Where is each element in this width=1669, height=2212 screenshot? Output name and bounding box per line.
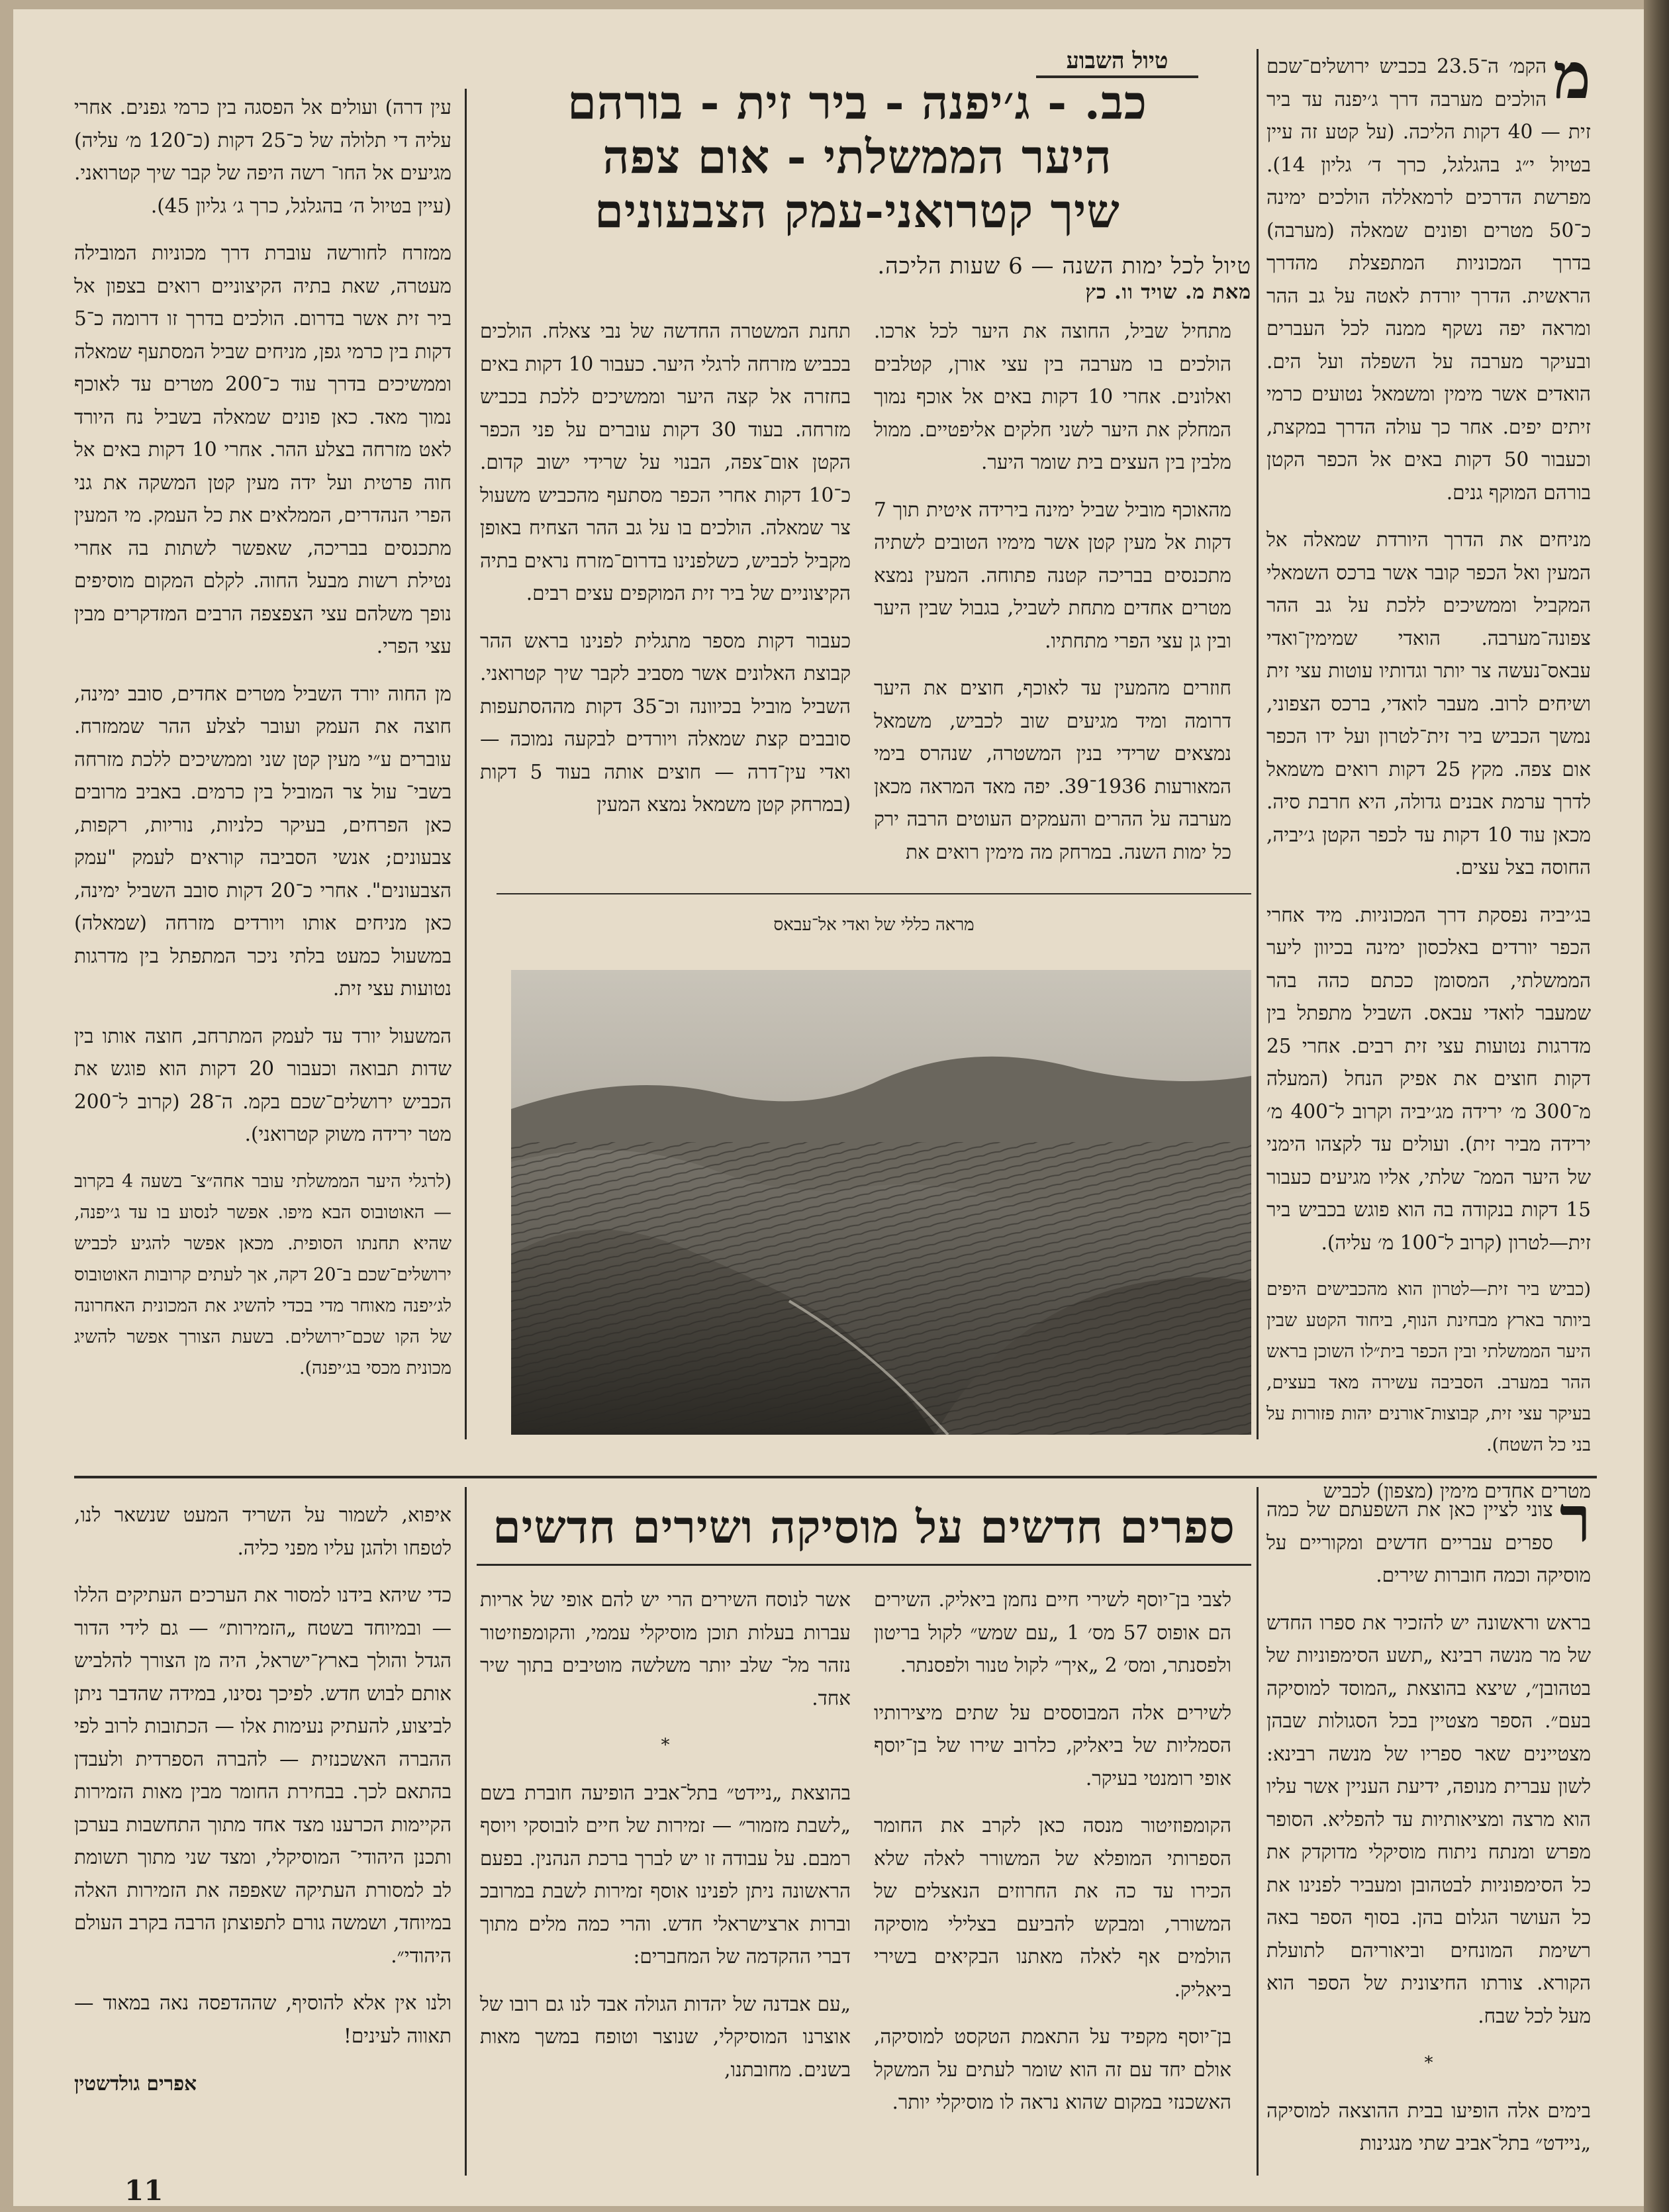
drop-cap: ר [1559,1482,1591,1557]
article-headline-line-3: שיך קטרואני-עמק הצבעונים [595,183,1120,238]
article1-note: (כביש ביר זית—לטרון הוא מהכבישים היפים ביותר בארץ מבחינת הנוף, ביחוד הקטע שבין היער הממשלתי ובין הכפר בית״לו השוכן בראש ההר במערב. הסביבה עשירה מאד בעצים, בעיקר עצי זית, קבוצות־אורנים יהות פזורות על בני כל השטח). [1266,1279,1591,1455]
article2-headline: ספרים חדשים על מוסיקה ושירים חדשים [477,1491,1251,1566]
article-subtitle: טיול לכל ימות השנה — 6 שעות הליכה. [877,253,1251,279]
article1-column-2: מתחיל שביל, החוצה את היער לכל ארכו. הולכים בו מערבה בין עצי אורן, קטלבים ואלונים. אחרי 10 דקות באים אל אוכף נמוך המחלק את היער לשני חלקים אליפטיים. ממול מלבין בין העצים בית שומר היער. מהאוכף מוביל שביל ימינה בירידה איטית תוך 7 דקות אל מעין קטן אשר מימיו הטובים לשתיה מתכנסים בבריכה קטנה פתוחה. המעין נמצא מטרים אחדים מתחת לשביל, בגבול שבין היער ובין גן עצי הפרי מתחתיו. חוזרים מהמעין עד לאוכף, חוצים את היער דרומה ומיד מגיעים שוב לכביש, משמאל נמצאים שרידי בנין המשטרה, שנהרס בימי המאורעות 1936־39. יפה מאד המראה מכאן מערבה על ההרים והעמקים העוטים הרבה ירק כל ימות השנה. במרחק מה מימין רואים את [874,320,1232,863]
article2-column-2: לצבי בן־יוסף לשירי חיים נחמן ביאליק. השירים הם אופוס 57 מס׳ 1 „עם שמש״ לקול בריטון ולפסנתר, ומס׳ 2 „איך״ לקול טנור ולפסנתר. לשירים אלה המבוססים על שתים מיצירותיו הסמליות של ביאליק, כלרוב שירו של בן־יוסף אופי רומנטי בעיקר. הקומפוזיטור מנסה כאן לקרב את החומר הספרותי המופלא של המשורר לאלה שלא הכירו עד כה את החרוזים הנאצלים של המשורר, ומבקש להביעם בצלילי מוסיקה הולמים אף לאלה מאתנו הבקיאים בשירי ביאליק. בן־יוסף מקפיד על התאמת הטקסט למוסיקה, אולם יחד עם זה הוא שומר לעתים על המשקל האשכנזי במקום שהוא נראה לו מוסיקלי יותר. [874,1588,1231,2113]
article2-column-1: ר צוני לציין כאן את השפעתם של כמה ספרים עבריים חדשים ומקוריים על מוסיקה וכמה חוברות שירים. בראש וראשונה יש להזכיר את ספרו החדש של מר מנשה רבינא „תשע הסימפוניות של בטהובן״, שיצא בהוצאת „המוסד למוסיקה בעם״. הספר מצטיין בכל הסגולות שבהן מצטיינים שאר ספריו של מנשה רבינא: לשון עברית מנופה, ידיעת העניין אשר עליו הוא מרצה ומציאותיות עד להפליא. הסופר מפרש ומנתח ניתוח מוסיקלי מדוקדק את כל הסימפוניות לבטהובן ומעביר לפנינו את כל העושר הגלום בהן. בסוף הספר באה רשימת המונחים וביאוריהם לתועלת הקורא. צורתו החיצונית של הספר הוא מעל לכל שבח. * בימים אלה הופיעו בבית ההוצאה למוסיקה „ניידט״ בתל־אביב שתי מנגינות [1266,1482,1591,2154]
article1-column-3: תחנת המשטרה החדשה של נבי צאלח. הולכים בכביש מזרחה לרגלי היער. כעבור 10 דקות באים בחזרה אל קצה היער וממשיכים ללכת בכביש מזרחה. בעוד 30 דקות עוברים על פני הכפר הקטן אום־צפה, הבנוי על שרידי ישוב קדום. כ־10 דקות אחרי הכפר מסתעף מהכביש משעול צר שמאלה. הולכים בו על גב ההר הצחיח באופן מקביל לכביש, כשלפנינו בדרום־מזרח נראים בתיה הקיצוניים של ביר זית המוקפים עצים רבים. כעבור דקות מספר מתגלית לפנינו בראש ההר קבוצת האלונים אשר מסביב לקבר שיך קטרואני. השביל מוביל בכיוונה וכ־35 דקות מההסתעפות סובבים קצת שמאלה ויורדים לבקעה נמוכה — ואדי עין־דרה — חוצים אותה בעוד 5 דקות (במרחק קטן משמאל נמצא המעין [480,320,851,816]
article-headline-line-2: היער הממשלתי - אום צפה [602,129,1112,184]
column-rule [465,1487,467,2176]
column-rule [1257,49,1259,1439]
author-signature: אפרים גולדשטין [74,2072,197,2095]
separator-star: * [1424,2053,1433,2073]
photo-caption: מראה כללי של ואדי אל־עבאס [773,915,975,935]
column-rule [465,89,467,1439]
column-rule [1257,1487,1259,2176]
newspaper-page [13,9,1645,2206]
landscape-photo [511,970,1251,1435]
article2-column-4: איפוא, לשמור על השריד המעט שנשאר לנו, לטפחו ולהגן עליו מפני כליה. כדי שיהא בידנו למסור את הערכים העתיקים הללו — ובמיוחד בשטח „הזמירות״ — גם לידי הדור הגדל והולך בארץ־ישראל, היה מן הצורך להלביש אותם לבוש חדש. לפיכך נסינו, במידה שהדבר ניתן לביצוע, להעתיק נעימות אלו — הכתובות לרוב לפי ההברה האשכנזית — להברה הספרדית ולעבדן בהתאם לכך. בבחירת החומר מבין מאות הזמירות הקיימות הכרענו מצד אחד מתוך התחשבות בערכן ותכנן היהודי־ המוסיקלי, ומצד שני מתוך תשומת לב למסורת העתיקה שאפפה את הזמירות האלה במיוחד, ושמשה גורם לתפוצתן הרבה בקרב העולם היהודי״. ולנו אין אלא להוסיף, שההדפסה נאה במאוד — תאווה לעינים! אפרים גולדשטין [74,1499,452,2100]
bus-note: (לרגלי היער הממשלתי עובר אחה״צ־ בשעה 4 בקרוב — האוטובוס הבא מיפו. אפשר לנסוע בו עד ג׳יפנה, שהיא תחנתו הסופית. מכאן אפשר להגיע לכביש ירושלים־שכם ב־20 דקה, אך לעתים קרובות האוטובוס לג׳יפנה מאוחר מדי בכדי להשיג את המכונית האחרונה של הקו שכם־ירושלים. בשעת הצורך אפשר להשיג מכונית מכסי בג׳יפנה). [74,1171,452,1378]
article-byline: מאת מ. שויד וו. כץ [1085,281,1251,304]
drop-cap: מ [1553,38,1591,113]
article2-column-3: אשר לנוסח השירים הרי יש להם אופי של אריות עברות בעלות תוכן מוסיקלי עממי, והקומפוזיטור נזהר מל־ שלב יותר משלשה מוטיבים בתוך שיר אחד. * בהוצאת „ניידט״ בתל־אביב הופיעה חוברת בשם „לשבת מזמור״ — זמירות של חיים לובוסקי ויוסף רמבם. על עבודה זו יש לברך ברכת הנהנין. בפעם הראשונה ניתן לפנינו אוסף זמירות לשבת במרובכ וברות ארצישראלי חדש. והרי כמה מלים מתוך דברי ההקדמה של המחברים: „עם אבדנה של יהדות הגולה אבד לנו גם רובו של אוצרנו המוסיקלי, שנוצר וטופח במשך מאות בשנים. מחובתנו, [480,1588,851,2081]
article1-column-4: עין דרה) ועולים אל הפסגה בין כרמי גפנים. אחרי עליה די תלולה של כ־25 דקות (כ־120 מ׳ עליה) מגיעים אל החו־ רשה היפה של קבר שיך קטרואני. (עיין בטיול ה׳ בהגלגל, כרך ג׳ גליון 45). ממזרח לחורשה עוברת דרך מכוניות המובילה מעטרה, שאת בתיה הקיצוניים רואים בצפון אל ביר זית אשר בדרום. הולכים בדרך זו דרומה כ־5 דקות בין כרמי גפן, מניחים שביל המסתעף שמאלה וממשיכים בדרך עוד כ־200 מטרים עד לאוכף נמוך מאד. כאן פונים שמאלה בשביל נח היורד לאט מזרחה בצלע ההר. אחרי 10 דקות באים אל חוה פרטית ועל ידה מעין קטן המשקה את גני הפרי הנהדרים, הממלאים את כל העמק. מי המעין מתכנסים בבריכה, שאפשר לשתות בה אחרי נטילת רשות מבעל החוה. לקלם המקום מוסיפים נופך משלהם עצי הצפצפה הרבים המזדקרים מבין עצי הפרי. מן החוה יורד השביל מטרים אחדים, סובב ימינה, חוצה את העמק ועובר לצלע ההר שממזרח. עוברים ע״י מעין קטן שני וממשיכים ללכת מזרחה בשבי־ עול צר המוביל בין כרמים. באביב מרובים כאן הפרחים, בעיקר כלניות, נוריות, רקפות, צבעונים; אנשי הסביבה קוראים לעמק "עמק הצבעונים". אחרי כ־20 דקות סובב השביל ימינה, כאן מניחים אותו ויורדים מזרחה (שמאלה) במשעול כמעט בלתי ניכר המתפתל בין מדרגות נטועות עצי זית. המשעול יורד עד לעמק המתרחב, חוצה אותו בין שדות תבואה וכעבור 20 דקות הוא פוגש את הכביש ירושלים־שכם בקמ. ה־28 (קרוב ל־200 מטר ירידה משוק קטרואני). (לרגלי היער הממשלתי עובר אחה״צ־ בשעה 4 בקרוב — האוטובוס הבא מיפו. אפשר לנסוע בו עד ג׳יפנה, שהיא תחנתו הסופית. מכאן אפשר להגיע לכביש ירושלים־שכם ב־20 דקה, אך לעתים קרובות האוטובוס לג׳יפנה מאוחר מדי בכדי להשיג את המכונית האחרונה של הקו שכם־ירושלים. בשעת הצורך אפשר להשיג מכונית מכסי בג׳יפנה). [74,91,452,1384]
section-separator [74,1476,1597,1478]
page-number: 11 [124,2174,164,2207]
article1-column-1: מ הקמ׳ ה־23.5 בכביש ירושלים־שכם הולכים מערבה דרך ג׳יפנה עד ביר זית — 40 דקות הליכה. (על קטע זה עיין בטיול י״ג בהגלגל, כרך ד׳ גליון 14). מפרשת הדרכים לרמאללה הולכים ימינה כ־50 מטרים ופונים שמאלה (מערבה) בדרך המכוניות המתפצלת מהדרך הראשית. הדרך יורדת לאטה על גב ההר ומראה יפה נשקף ממנה לכל העברים ובעיקר מערבה על השפלה ועל הים. הואדים אשר מימין ומשמאל נטועים כרמי זיתים יפים. אחר כך עולה הדרך במקצת, וכעבור 50 דקות באים אל הכפר הקטן בורהם המוקף גנים. מניחים את הדרך היורדת שמאלה אל המעין ואל הכפר קובר אשר ברכס השמאלי המקביל וממשיכים ללכת על גב ההר צפונה־מערבה. הואדי שמימין־ואדי עבאס־נעשה צר יותר וגדותיו עוטות עצי זית ושיחים לרוב. מעבר לואדי, ברכס הצפוני, נמשך הכביש ביר זית־לטרון ועל ידו הכפר אום צפה. מקץ 25 דקות רואים משמאל לדרך ערמת אבנים גדולה, היא חרבת סיה. מכאן עוד 10 דקות עד לכפר הקטן ג׳יביה, החוסה בצל עצים. בג׳יביה נפסקת דרך המכוניות. מיד אחרי הכפר יורדים באלכסון ימינה בכיוון ליער הממשלתי, המסומן ככתם כהה בהר שמעבר לואדי עבאס. השביל מתפתל בין מדרגות נטועות עצי זית רבים. אחרי 25 דקות חוצים את אפיק הנחל (המעלה מ־300 מ׳ ירידה מג׳יביה וקרוב ל־400 מ׳ ירידה מביר זית). ועולים עד לקצהו הימני של היער הממ־ שלתי, אליו מגיעים כעבור 15 דקות בנקודה בה הוא פוגש בכביש ביר זית—לטרון (קרוב ל־100 מ׳ עליה). (כביש ביר זית—לטרון הוא מהכבישים היפים ביותר בארץ מבחינת הנוף, ביחוד הקטע שבין היער הממשלתי ובין הכפר בית״לו השוכן בראש ההר במערב. הסביבה עשירה מאד בעצים, בעיקר עצי זית, קבוצות־אורנים יהות פזורות על בני כל השטח). מטרים אחדים מימין (מצפון) לכביש [1266,38,1592,1502]
separator-star: * [661,1735,670,1755]
column-header: טיול השבוע [1036,48,1198,78]
page-binding-edge [1644,0,1669,2212]
article-headline-line-1: כב. - ג׳יפנה - ביר זית - בורהם [567,75,1147,130]
photo-top-rule [497,893,1251,894]
